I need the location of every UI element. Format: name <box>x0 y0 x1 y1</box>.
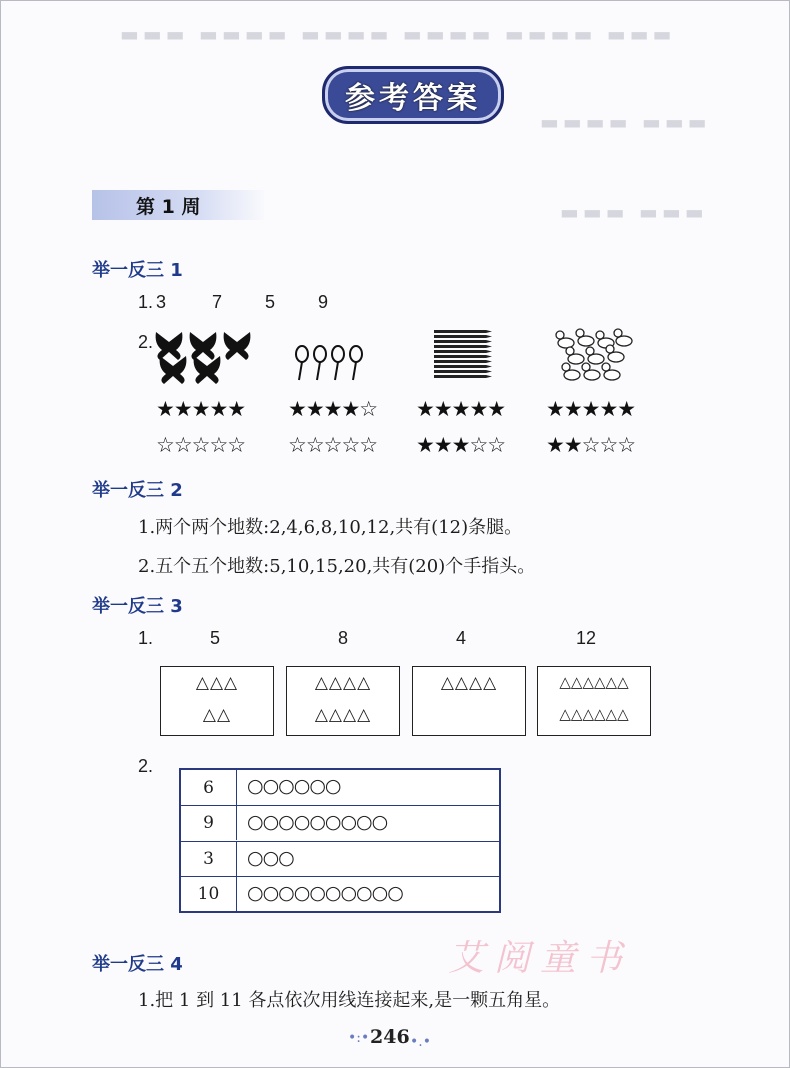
table-cell-circles: ○○○ <box>247 847 294 869</box>
table-cell-number: 9 <box>181 806 237 840</box>
duck-icon <box>552 326 636 382</box>
triangle-count: 4 <box>456 628 467 648</box>
star-row-top: ★★★★☆ <box>288 397 378 421</box>
answer-line: 2.五个五个地数:5,10,15,20,共有(20)个手指头。 <box>138 556 536 577</box>
triangle-box <box>160 666 274 736</box>
star-row-top: ★★★★★ <box>416 397 506 421</box>
table-cell-number: 10 <box>181 877 237 911</box>
answer-line: 1.两个两个地数:2,4,6,8,10,12,共有(12)条腿。 <box>138 517 523 538</box>
table-row <box>181 805 499 840</box>
pencil-icon <box>434 330 492 382</box>
star-row-bottom: ★★☆☆☆ <box>546 433 636 457</box>
page-number-ornament: •.• <box>410 1034 431 1050</box>
page-title-text: 参考答案 <box>345 81 481 116</box>
table-cell-circles: ○○○○○○ <box>247 775 341 797</box>
show-through-text: ▬▬▬ ▬▬▬▬ ▬▬▬▬ ▬▬▬▬ ▬▬▬▬ ▬▬▬ <box>120 22 676 46</box>
star-row-top: ★★★★★ <box>156 397 246 421</box>
page-number: 246 <box>370 1026 410 1048</box>
week-label: 第 1 周 <box>136 196 201 218</box>
item-1-value: 3 <box>156 292 167 312</box>
triangle-row: △△ <box>202 705 232 725</box>
triangle-count: 12 <box>576 628 597 648</box>
page-title <box>322 66 504 124</box>
item-1-value: 5 <box>265 292 276 312</box>
triangle-row: △△△△ <box>314 705 372 725</box>
table-row <box>181 876 499 911</box>
star-row-bottom: ☆☆☆☆☆ <box>288 433 378 457</box>
item-1-value: 9 <box>318 292 329 312</box>
lollipop-icon <box>293 344 377 384</box>
item-1-label: 1. <box>138 628 154 648</box>
show-through-text: ▬▬▬▬ ▬▬▬ <box>540 110 711 134</box>
triangle-box <box>412 666 526 736</box>
table-cell-number: 6 <box>181 770 237 805</box>
section-heading-3: 举一反三 3 <box>92 596 183 617</box>
triangle-row: △△△△ <box>314 673 372 693</box>
triangle-count: 5 <box>210 628 221 648</box>
item-1-value: 7 <box>212 292 223 312</box>
star-row-top: ★★★★★ <box>546 397 636 421</box>
circle-table <box>179 768 501 913</box>
star-row-bottom: ★★★☆☆ <box>416 433 506 457</box>
triangle-row: △△△△△△ <box>559 705 629 723</box>
butterfly-icon <box>154 330 254 384</box>
table-cell-circles: ○○○○○○○○○ <box>247 811 388 833</box>
table-row <box>181 841 499 876</box>
triangle-row: △△△△ <box>440 673 498 693</box>
week-banner <box>92 190 264 220</box>
section-heading-1: 举一反三 1 <box>92 260 183 281</box>
item-2-label: 2. <box>138 332 154 352</box>
triangle-box <box>286 666 400 736</box>
show-through-text: ▬▬▬ ▬▬▬ <box>560 200 708 224</box>
section-heading-4: 举一反三 4 <box>92 954 183 975</box>
table-cell-number: 3 <box>181 842 237 876</box>
triangle-box <box>537 666 651 736</box>
section-heading-2: 举一反三 2 <box>92 480 183 501</box>
triangle-row: △△△ <box>195 673 239 693</box>
answer-line: 1.把 1 到 11 各点依次用线连接起来,是一颗五角星。 <box>138 990 561 1011</box>
triangle-count: 8 <box>338 628 349 648</box>
watermark: 艾阅童书 <box>448 938 633 979</box>
table-cell-circles: ○○○○○○○○○○ <box>247 882 403 904</box>
item-2-label: 2. <box>138 756 154 776</box>
table-row <box>181 770 499 805</box>
item-1-label: 1. <box>138 292 154 312</box>
star-row-bottom: ☆☆☆☆☆ <box>156 433 246 457</box>
triangle-row: △△△△△△ <box>559 673 629 691</box>
page-number-ornament: •:• <box>348 1030 370 1046</box>
